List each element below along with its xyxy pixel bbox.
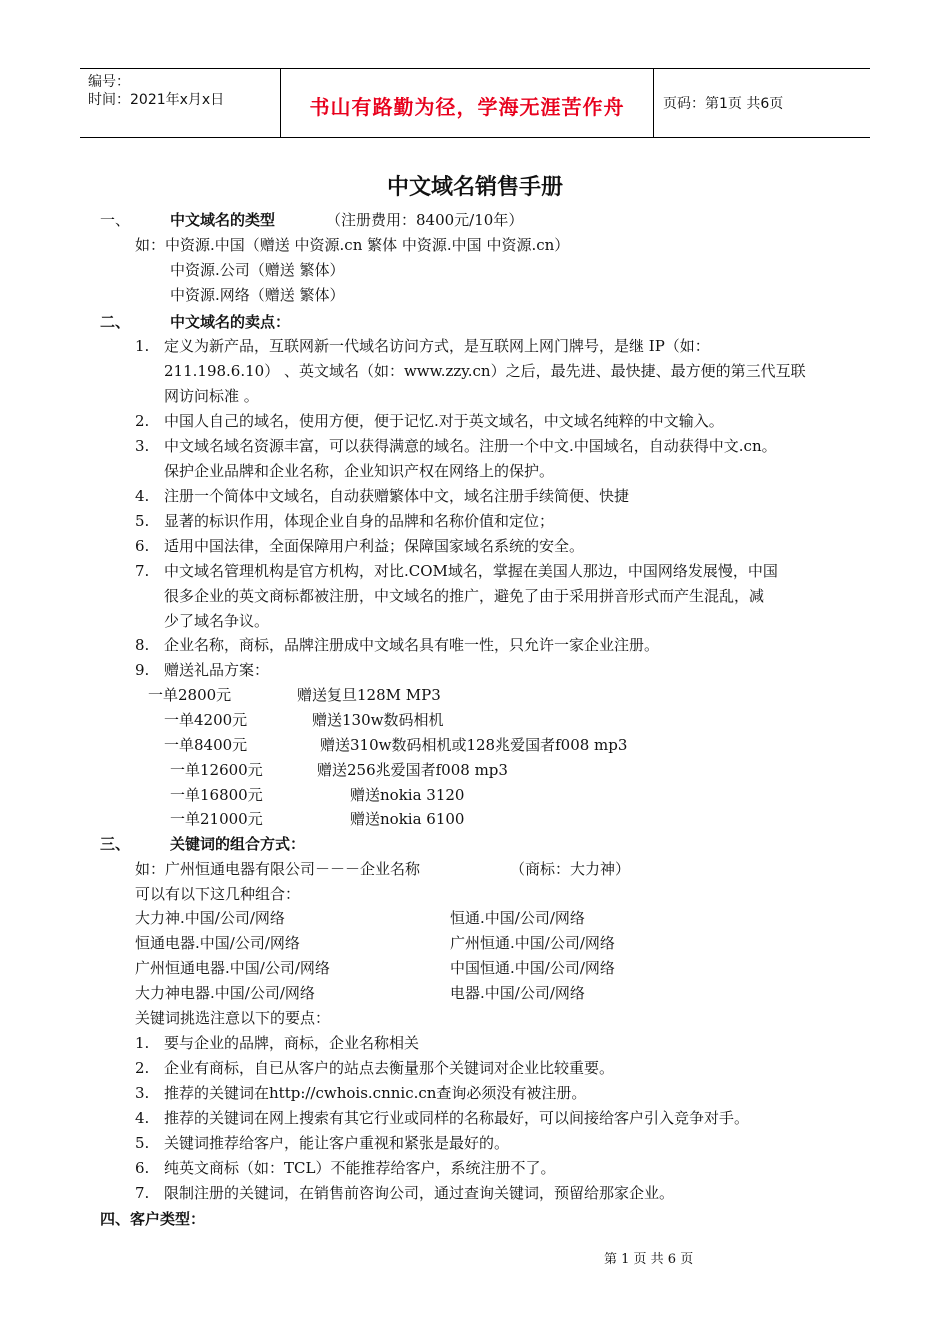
document-title: 中文域名销售手册 bbox=[386, 175, 563, 200]
section1-line2: 中资源.公司（赠送 繁体） bbox=[170, 261, 345, 279]
gift-amount: 一单12600元 bbox=[170, 761, 263, 779]
list-item-number: 2. bbox=[135, 1059, 150, 1077]
gift-amount: 一单21000元 bbox=[170, 810, 263, 828]
list-item-number: 5. bbox=[135, 512, 150, 530]
list-item-text: 注册一个简体中文域名，自动获赠繁体中文，域名注册手续简便、快捷 bbox=[164, 487, 630, 505]
page-header bbox=[80, 68, 870, 138]
list-item-text: 企业有商标，自已从客户的站点去衡量那个关键词对企业比较重要。 bbox=[164, 1059, 615, 1077]
list-item-number: 4. bbox=[135, 487, 150, 505]
header-number: 编号： bbox=[88, 74, 130, 90]
list-item-number: 7. bbox=[135, 1184, 150, 1202]
list-item-number: 8. bbox=[135, 636, 150, 654]
combo-left: 恒通电器.中国/公司/网络 bbox=[135, 934, 300, 952]
combo-right: 广州恒通.中国/公司/网络 bbox=[450, 934, 615, 952]
section1-note: （注册费用：8400元/10年） bbox=[326, 211, 524, 229]
gift-amount: 一单8400元 bbox=[164, 736, 248, 754]
list-item-number: 4. bbox=[135, 1109, 150, 1127]
gift-item: 赠送130w数码相机 bbox=[312, 711, 444, 729]
list-item-text: 纯英文商标（如：TCL）不能推荐给客户，系统注册不了。 bbox=[164, 1159, 556, 1177]
list-item-number: 1. bbox=[135, 337, 150, 355]
combo-left: 大力神.中国/公司/网络 bbox=[135, 909, 285, 927]
section3-intro: 可以有以下这几种组合： bbox=[135, 885, 301, 903]
list-item-number: 9. bbox=[135, 661, 150, 679]
list-item-text: 推荐的关键词在http://cwhois.cnnic.cn查询必须没有被注册。 bbox=[164, 1084, 587, 1102]
list-item-text: 推荐的关键词在网上搜索有其它行业或同样的名称最好，可以间接给客户引入竞争对手。 bbox=[164, 1109, 750, 1127]
tips-intro: 关键词挑选注意以下的要点： bbox=[135, 1009, 331, 1027]
list-item-text: 要与企业的品牌，商标，企业名称相关 bbox=[164, 1034, 420, 1052]
section3-example-note: （商标：大力神） bbox=[510, 860, 631, 878]
gift-item: 赠送复旦128M MP3 bbox=[297, 686, 441, 704]
combo-left: 大力神电器.中国/公司/网络 bbox=[135, 984, 315, 1002]
section1-line1: 如：中资源.中国（赠送 中资源.cn 繁体 中资源.中国 中资源.cn） bbox=[135, 236, 570, 254]
list-item-text: 保护企业品牌和企业名称，企业知识产权在网络上的保护。 bbox=[164, 462, 555, 480]
gift-item: 赠送nokia 3120 bbox=[350, 786, 465, 804]
list-item-text: 企业名称，商标，品牌注册成中文域名具有唯一性，只允许一家企业注册。 bbox=[164, 636, 660, 654]
gift-item: 赠送310w数码相机或128兆爱国者f008 mp3 bbox=[320, 736, 628, 754]
combo-right: 中国恒通.中国/公司/网络 bbox=[450, 959, 615, 977]
list-item-text: 适用中国法律，全面保障用户利益；保障国家域名系统的安全。 bbox=[164, 537, 585, 555]
combo-left: 广州恒通电器.中国/公司/网络 bbox=[135, 959, 330, 977]
list-item-number: 3. bbox=[135, 1084, 150, 1102]
list-item-text: 限制注册的关键词，在销售前咨询公司，通过查询关键词，预留给那家企业。 bbox=[164, 1184, 675, 1202]
section3-number: 三、 bbox=[100, 835, 131, 853]
list-item-number: 3. bbox=[135, 437, 150, 455]
gift-amount: 一单4200元 bbox=[164, 711, 248, 729]
gift-item: 赠送256兆爱国者f008 mp3 bbox=[317, 761, 508, 779]
list-item-number: 1. bbox=[135, 1034, 150, 1052]
header-time: 时间：2021年x月x日 bbox=[88, 92, 225, 108]
list-item-number: 5. bbox=[135, 1134, 150, 1152]
list-item-number: 2. bbox=[135, 412, 150, 430]
list-item-text: 很多企业的英文商标都被注册，中文域名的推广，避免了由于采用拼音形式而产生混乱，减 bbox=[164, 587, 765, 605]
list-item-text: 网访问标准 。 bbox=[164, 387, 259, 405]
header-motto: 书山有路勤为径，学海无涯苦作舟 bbox=[309, 95, 625, 119]
section1-line3: 中资源.网络（赠送 繁体） bbox=[170, 286, 345, 304]
section3-example: 如：广州恒通电器有限公司－－－企业名称 bbox=[135, 860, 421, 878]
page-footer: 第 1 页 共 6 页 bbox=[604, 1252, 694, 1267]
list-item-text: 显著的标识作用，体现企业自身的品牌和名称价值和定位； bbox=[164, 512, 555, 530]
gift-amount: 一单16800元 bbox=[170, 786, 263, 804]
list-item-text: 211.198.6.10） 、英文域名（如：www.zzy.cn）之后，最先进、最快捷、最方便的第三代互联 bbox=[164, 362, 806, 380]
list-item-text: 关键词推荐给客户，能让客户重视和紧张是最好的。 bbox=[164, 1134, 510, 1152]
list-item-number: 7. bbox=[135, 562, 150, 580]
combo-right: 恒通.中国/公司/网络 bbox=[450, 909, 585, 927]
combo-right: 电器.中国/公司/网络 bbox=[450, 984, 585, 1002]
header-page-number: 页码：第1页 共6页 bbox=[663, 96, 784, 112]
section4-heading: 四、客户类型： bbox=[100, 1210, 206, 1228]
list-item-number: 6. bbox=[135, 1159, 150, 1177]
header-left-cell bbox=[80, 69, 280, 137]
header-right-cell bbox=[653, 69, 870, 137]
section2-heading: 中文域名的卖点： bbox=[170, 313, 291, 331]
header-center-cell bbox=[280, 69, 654, 137]
list-item-text: 赠送礼品方案： bbox=[164, 661, 270, 679]
section1-number: 一、 bbox=[100, 211, 131, 229]
gift-item: 赠送nokia 6100 bbox=[350, 810, 465, 828]
gift-amount: 一单2800元 bbox=[148, 686, 232, 704]
list-item-text: 中文域名管理机构是官方机构，对比.COM域名，掌握在美国人那边，中国网络发展慢，中国 bbox=[164, 562, 778, 580]
list-item-text: 少了域名争议。 bbox=[164, 612, 270, 630]
list-item-number: 6. bbox=[135, 537, 150, 555]
list-item-text: 中文域名域名资源丰富，可以获得满意的域名。注册一个中文.中国域名，自动获得中文.cn。 bbox=[164, 437, 777, 455]
section1-heading: 中文域名的类型 bbox=[170, 211, 276, 229]
section3-heading: 关键词的组合方式： bbox=[170, 835, 306, 853]
list-item-text: 中国人自己的域名，使用方便，便于记忆.对于英文域名，中文域名纯粹的中文输入。 bbox=[164, 412, 724, 430]
list-item-text: 定义为新产品，互联网新一代域名访问方式，是互联网上网门牌号，是继 IP（如： bbox=[164, 337, 710, 355]
section2-number: 二、 bbox=[100, 313, 131, 331]
